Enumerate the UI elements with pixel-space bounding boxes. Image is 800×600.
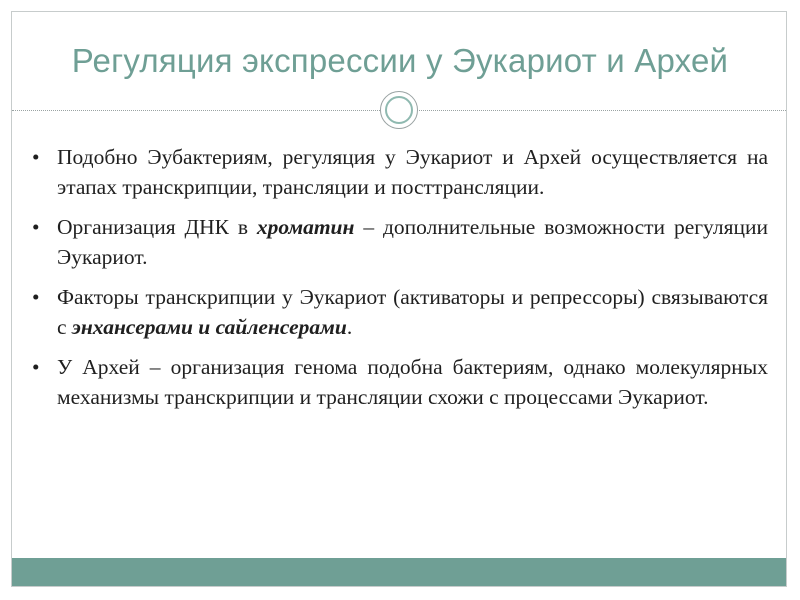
circle-ornament-inner [385, 96, 413, 124]
bullet-list [30, 142, 768, 422]
footer-bar [12, 558, 786, 586]
bullet-item [30, 142, 768, 202]
bullet-marker: • [32, 285, 40, 309]
bullet-emphasis: хроматин [256, 215, 355, 239]
bullet-text-after: – дополнительные возможности регуляции Эукариот. [57, 215, 768, 269]
bullet-item [30, 212, 768, 272]
bullet-marker: • [32, 355, 40, 379]
bullet-text: У Архей – организация генома подобна бактериям, однако молекулярных механизмы транскрипции и трансляции схожи с процессами Эукариот. [57, 355, 768, 409]
bullet-text-before: Организация ДНК в [57, 215, 257, 239]
bullet-marker: • [32, 215, 40, 239]
slide-title: Регуляция экспрессии у Эукариот и Архей [71, 42, 729, 79]
bullet-emphasis: энхансерами и сайленсерами [71, 315, 347, 339]
bullet-text-after: . [346, 315, 353, 339]
bullet-marker: • [32, 145, 40, 169]
bullet-text-before: Факторы транскрипции у Эукариот (активаторы и репрессоры) связываются с [57, 285, 768, 339]
bullet-text: Подобно Эубактериям, регуляция у Эукариот и Архей осуществляется на этапах транскрипции, трансляции и посттрансляции. [57, 145, 768, 199]
bullet-item [30, 352, 768, 412]
circle-ornament-icon [380, 91, 418, 129]
bullet-item [30, 282, 768, 342]
